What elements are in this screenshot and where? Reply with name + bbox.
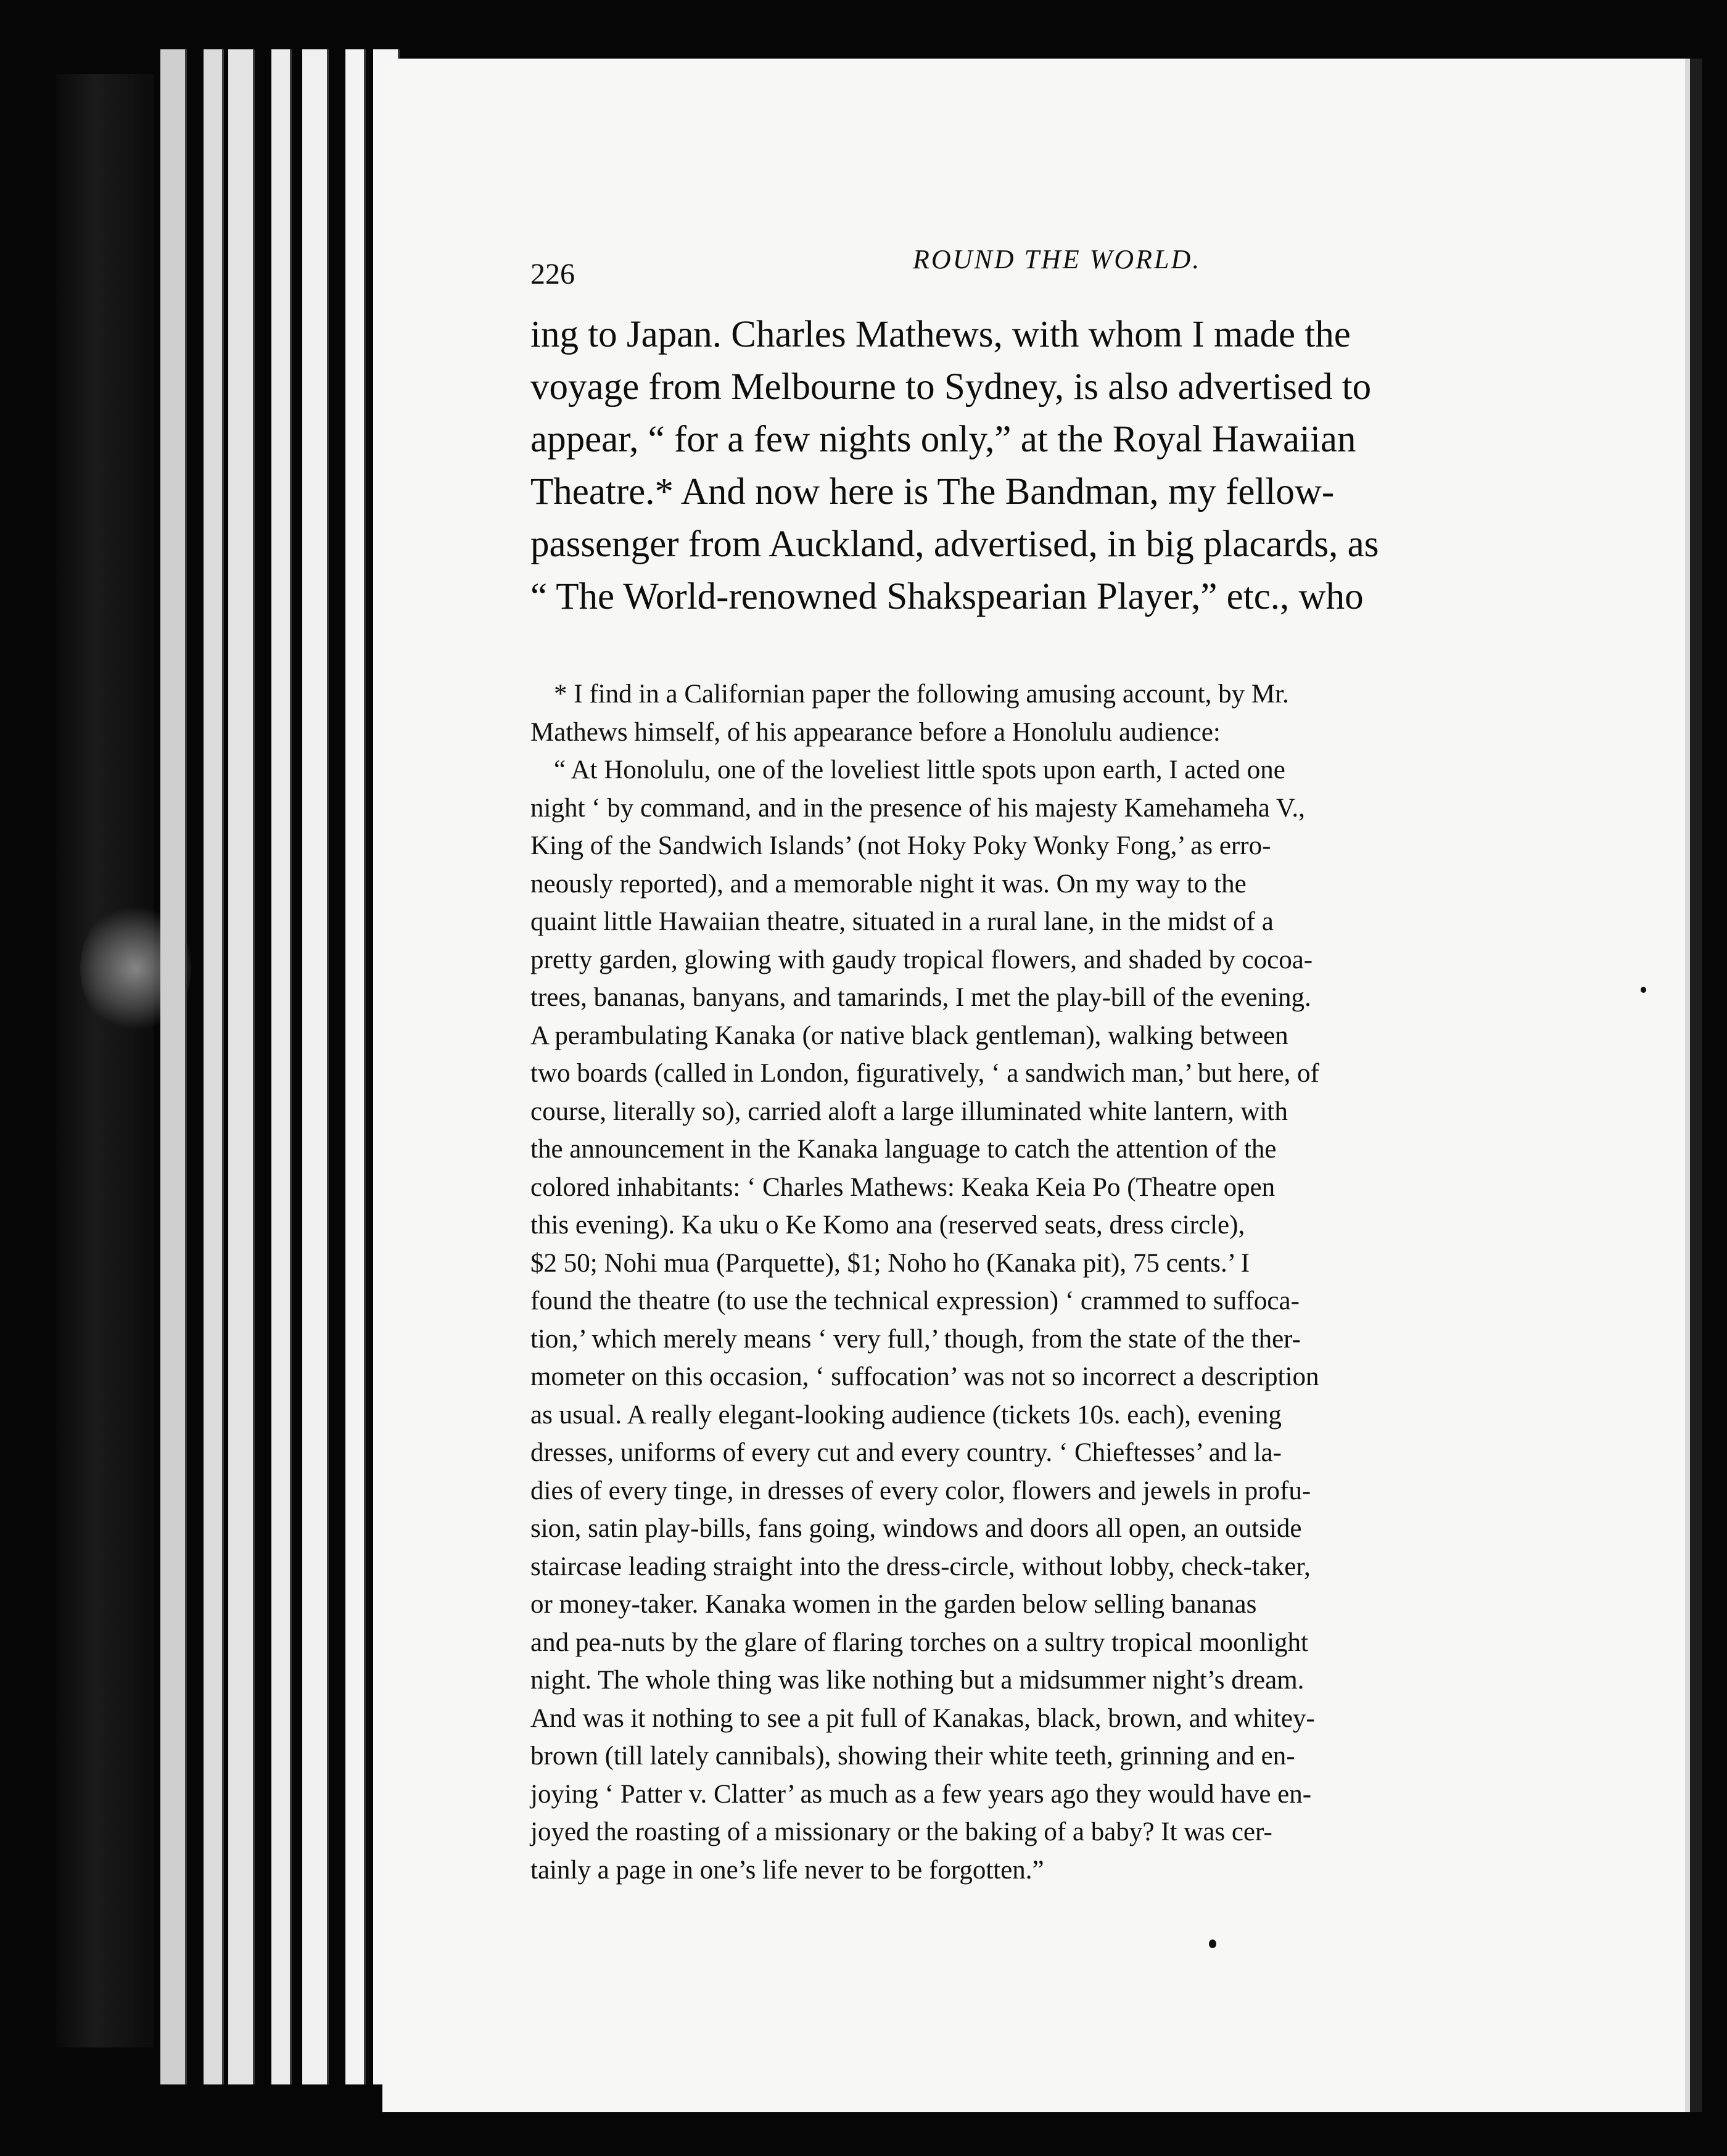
footnote-line: $2 50; Nohi mua (Parquette), $1; Noho ho (Kanaka pit), 75 cents.’ I	[530, 1248, 1250, 1278]
page-edge	[228, 49, 255, 2084]
footnote-line: sion, satin play-bills, fans going, windows and doors all open, an outside	[530, 1514, 1302, 1543]
footnote-line: Mathews himself, of his appearance before a Honolulu audience:	[530, 717, 1221, 747]
footnote-line: pretty garden, glowing with gaudy tropical flowers, and shaded by cocoa-	[530, 945, 1313, 974]
footnote-line: night ‘ by command, and in the presence of his majesty Kamehameha V.,	[530, 793, 1305, 823]
footnote-line: the announcement in the Kanaka language to catch the attention of the	[530, 1135, 1277, 1164]
footnote-line: colored inhabitants: ‘ Charles Mathews: Keaka Keia Po (Theatre open	[530, 1172, 1276, 1202]
page-edge	[204, 49, 224, 2084]
body-line: appear, “ for a few nights only,” at the Royal Hawaiian	[530, 419, 1356, 460]
page-edge	[160, 49, 187, 2084]
footnote-line: night. The whole thing was like nothing but a midsummer night’s dream.	[530, 1666, 1305, 1695]
page-edges	[160, 49, 395, 2084]
ink-speck	[1209, 1940, 1216, 1948]
footnote-line: neously reported), and a memorable night it was. On my way to the	[530, 869, 1247, 899]
body-text	[530, 308, 1530, 623]
footnote-line: dies of every tinge, in dresses of every color, flowers and jewels in profu-	[530, 1476, 1311, 1505]
footnote-line: And was it nothing to see a pit full of Kanakas, black, brown, and whitey-	[530, 1703, 1315, 1733]
page-number: 226	[530, 258, 575, 290]
footnote-line: two boards (called in London, figuratively, ‘ a sandwich man,’ but here, of	[530, 1059, 1319, 1088]
footnote-line: joying ‘ Patter v. Clatter’ as much as a few years ago they would have en-	[530, 1779, 1312, 1809]
page-edge	[345, 49, 366, 2084]
footnote-line: tainly a page in one’s life never to be forgotten.”	[530, 1855, 1044, 1885]
footnote-line: “ At Honolulu, one of the loveliest little spots upon earth, I acted one	[554, 755, 1285, 784]
page-header	[530, 244, 1579, 293]
footnote-line: this evening). Ka uku o Ke Komo ana (reserved seats, dress circle),	[530, 1211, 1245, 1240]
book-page	[382, 59, 1690, 2112]
body-line: “ The World-renowned Shakspearian Player,” etc., who	[530, 576, 1364, 617]
body-line: ing to Japan. Charles Mathews, with whom I made the	[530, 314, 1351, 355]
footnote-line: quaint little Hawaiian theatre, situated in a rural lane, in the midst of a	[530, 907, 1274, 936]
body-line: Theatre.* And now here is The Bandman, my fellow-	[530, 471, 1335, 512]
footnote-line: mometer on this occasion, ‘ suffocation’ was not so incorrect a description	[530, 1362, 1319, 1391]
body-line: passenger from Auckland, advertised, in big placards, as	[530, 524, 1379, 565]
page-right-shadow	[1690, 59, 1702, 2112]
book-binding	[56, 74, 154, 2047]
footnote-line: brown (till lately cannibals), showing their white teeth, grinning and en-	[530, 1742, 1295, 1771]
footnote-line: and pea-nuts by the glare of flaring torches on a sultry tropical moonlight	[530, 1627, 1308, 1657]
page-edge	[271, 49, 292, 2084]
footnote-line: or money-taker. Kanaka women in the garden below selling bananas	[530, 1590, 1257, 1619]
ink-speck	[1641, 987, 1646, 993]
footnote-line: course, literally so), carried aloft a large illuminated white lantern, with	[530, 1097, 1288, 1126]
footnote-line: tion,’ which merely means ‘ very full,’ though, from the state of the ther-	[530, 1324, 1301, 1354]
footnote	[530, 675, 1567, 1889]
footnote-line: joyed the roasting of a missionary or the baking of a baby? It was cer-	[530, 1817, 1272, 1846]
footnote-line: A perambulating Kanaka (or native black gentleman), walking between	[530, 1021, 1288, 1050]
footnote-line: dresses, uniforms of every cut and every country. ‘ Chieftesses’ and la-	[530, 1438, 1282, 1467]
footnote-line: staircase leading straight into the dress-circle, without lobby, check-taker,	[530, 1552, 1311, 1581]
footnote-line: * I find in a Californian paper the following amusing account, by Mr.	[554, 680, 1289, 709]
body-line: voyage from Melbourne to Sydney, is also advertised to	[530, 366, 1372, 408]
footnote-line: King of the Sandwich Islands’ (not Hoky Poky Wonky Fong,’ as erro-	[530, 831, 1271, 860]
footnote-line: trees, bananas, banyans, and tamarinds, I met the play-bill of the evening.	[530, 983, 1311, 1012]
running-head: ROUND THE WORLD.	[913, 244, 1201, 274]
footnote-line: found the theatre (to use the technical expression) ‘ crammed to suffoca-	[530, 1286, 1300, 1315]
page-edge	[302, 49, 329, 2084]
footnote-line: as usual. A really elegant-looking audience (tickets 10s. each), evening	[530, 1400, 1282, 1430]
